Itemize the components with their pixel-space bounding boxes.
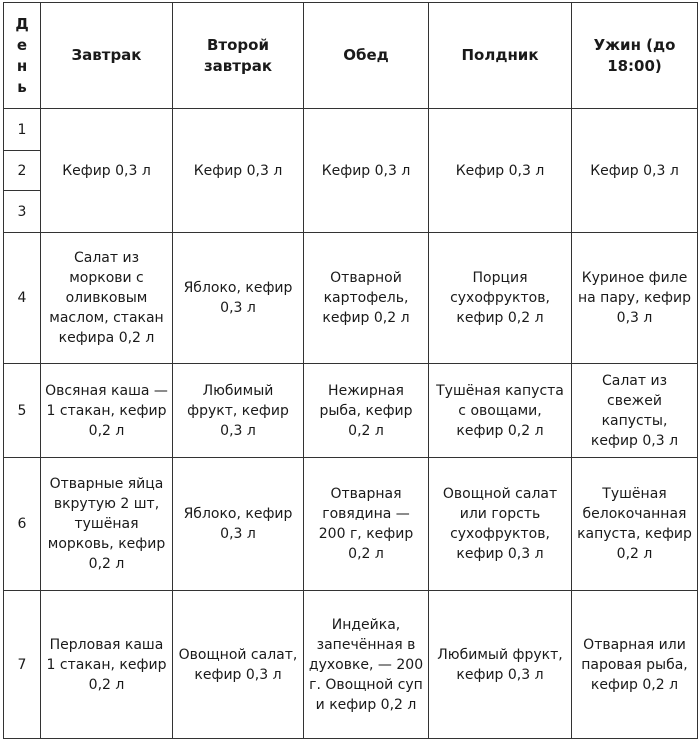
header-second-breakfast: Второй завтрак bbox=[173, 3, 304, 109]
meal-cell: Салат из свежей капусты, кефир 0,3 л bbox=[572, 364, 698, 458]
meal-cell: Куриное филе на пару, кефир 0,3 л bbox=[572, 233, 698, 364]
meal-cell: Салат из моркови с оливковым маслом, стакан кефира 0,2 л bbox=[41, 233, 173, 364]
table-row bbox=[4, 591, 698, 739]
meal-cell: Любимый фрукт, кефир 0,3 л bbox=[429, 591, 572, 739]
header-breakfast: Завтрак bbox=[41, 3, 173, 109]
day-number: 3 bbox=[4, 191, 41, 233]
table-row bbox=[4, 233, 698, 364]
table-row bbox=[4, 458, 698, 591]
meal-cell: Овощной салат или горсть сухофруктов, кефир 0,3 л bbox=[429, 458, 572, 591]
day-number: 1 bbox=[4, 109, 41, 151]
day-number: 2 bbox=[4, 151, 41, 191]
meal-cell: Кефир 0,3 л bbox=[304, 109, 429, 233]
header-day-letter: е bbox=[16, 35, 28, 54]
meal-cell: Кефир 0,3 л bbox=[173, 109, 304, 233]
meal-cell: Порция сухофруктов, кефир 0,2 л bbox=[429, 233, 572, 364]
header-row bbox=[4, 3, 698, 109]
meal-cell: Отварные яйца вкрутую 2 шт, тушёная морковь, кефир 0,2 л bbox=[41, 458, 173, 591]
meal-cell: Отварная говядина — 200 г, кефир 0,2 л bbox=[304, 458, 429, 591]
header-day-letter: ь bbox=[17, 77, 27, 96]
header-dinner: Ужин (до 18:00) bbox=[572, 3, 698, 109]
table-row bbox=[4, 364, 698, 458]
meal-cell: Тушёная капуста с овощами, кефир 0,2 л bbox=[429, 364, 572, 458]
day-number: 5 bbox=[4, 364, 41, 458]
meal-cell: Овощной салат, кефир 0,3 л bbox=[173, 591, 304, 739]
header-day-letter: Д bbox=[15, 14, 29, 33]
header-day bbox=[4, 3, 41, 109]
day-number: 7 bbox=[4, 591, 41, 739]
meal-cell: Кефир 0,3 л bbox=[41, 109, 173, 233]
meal-cell: Кефир 0,3 л bbox=[572, 109, 698, 233]
header-lunch: Обед bbox=[304, 3, 429, 109]
meal-cell: Яблоко, кефир 0,3 л bbox=[173, 458, 304, 591]
meal-cell: Индейка, запечённая в духовке, — 200 г. Овощной суп и кефир 0,2 л bbox=[304, 591, 429, 739]
meal-cell: Отварная или паровая рыба, кефир 0,2 л bbox=[572, 591, 698, 739]
meal-cell: Отварной картофель, кефир 0,2 л bbox=[304, 233, 429, 364]
meal-cell: Любимый фрукт, кефир 0,3 л bbox=[173, 364, 304, 458]
header-day-letter: н bbox=[16, 56, 28, 75]
meal-cell: Нежирная рыба, кефир 0,2 л bbox=[304, 364, 429, 458]
table-row bbox=[4, 109, 698, 151]
meal-cell: Овсяная каша — 1 стакан, кефир 0,2 л bbox=[41, 364, 173, 458]
day-number: 6 bbox=[4, 458, 41, 591]
meal-cell: Кефир 0,3 л bbox=[429, 109, 572, 233]
meal-cell: Тушёная белокочанная капуста, кефир 0,2 л bbox=[572, 458, 698, 591]
day-number: 4 bbox=[4, 233, 41, 364]
meal-cell: Перловая каша 1 стакан, кефир 0,2 л bbox=[41, 591, 173, 739]
header-snack: Полдник bbox=[429, 3, 572, 109]
meal-cell: Яблоко, кефир 0,3 л bbox=[173, 233, 304, 364]
diet-table bbox=[3, 2, 698, 739]
